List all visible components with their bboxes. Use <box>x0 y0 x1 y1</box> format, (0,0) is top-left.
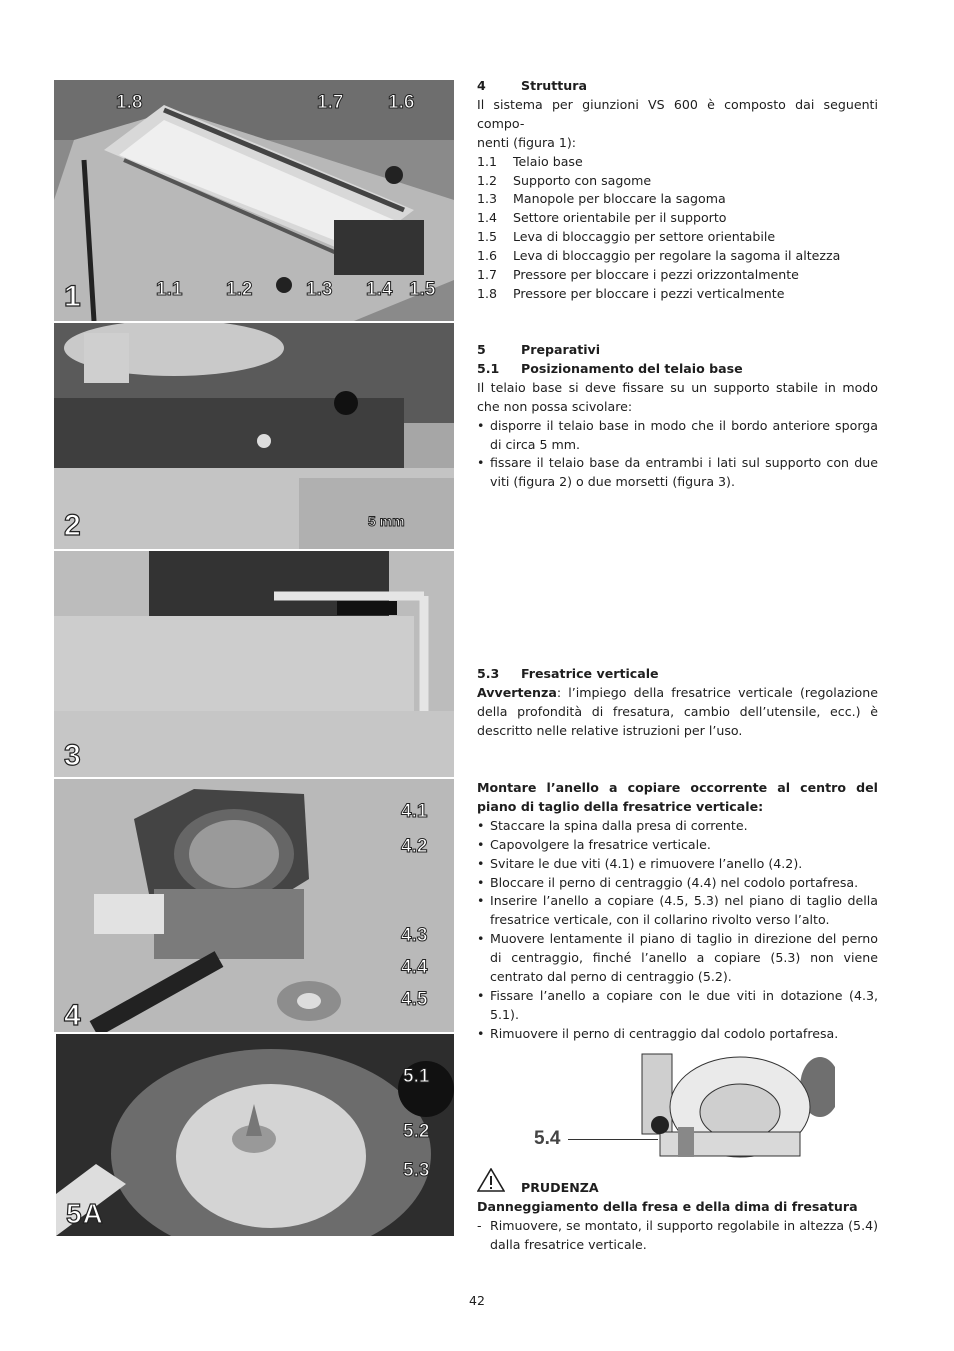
section-4-number: 4 <box>477 78 486 93</box>
bullet-text: Muovere lentamente il piano di taglio in direzione del perno di centraggio, finché l’anello a copiare (5.3) non viene centrato dal perno di centraggio (5.2). <box>490 931 878 985</box>
bullet-text: Svitare le due viti (4.1) e rimuovere l’anello (4.2). <box>490 855 803 871</box>
caution-heading <box>477 1168 878 1198</box>
section-4-title: Struttura <box>521 78 587 93</box>
list-item <box>477 209 878 228</box>
section-5-1-heading <box>477 360 878 379</box>
bullet-text: Bloccare il perno di centraggio (4.4) nel codolo portafresa. <box>490 874 859 890</box>
item-text: Leva di bloccaggio per settore orientabile <box>513 229 776 245</box>
section-4 <box>477 77 878 304</box>
bullet-text: disporre il telaio base in modo che il bordo anteriore sporga di circa 5 mm. <box>490 417 878 452</box>
section-5-3-heading <box>477 665 878 684</box>
section-4-intro-line-2: nenti (figura 1): <box>477 134 577 150</box>
section-5-3-number: 5.3 <box>477 666 500 681</box>
callout-4-3: 4.3 <box>401 925 428 946</box>
figure-5-4-illustration <box>530 1052 835 1164</box>
list-item <box>477 930 878 987</box>
figure-3-photo <box>54 551 454 777</box>
bullet: • <box>477 417 485 433</box>
section-4-intro-line-1: Il sistema per giunzioni VS 600 è composto dai seguenti compo- <box>477 96 878 131</box>
item-number: 1.8 <box>477 285 498 301</box>
caution-text: Rimuovere, se montato, il supporto regolabile in altezza (5.4) dalla fresatrice verticale. <box>490 1217 878 1252</box>
section-5 <box>477 341 878 492</box>
list-item <box>477 417 878 455</box>
bullet-text: Inserire l’anello a copiare (4.5, 5.3) nel piano di taglio della fresatrice verticale, con il collarino rivolto verso l’alto. <box>490 893 878 928</box>
list-item <box>477 454 878 492</box>
bullet-text: Fissare l’anello a copiare con le due viti in dotazione (4.3, 5.1). <box>490 987 878 1022</box>
list-item <box>477 836 878 855</box>
callout-5-4: 5.4 <box>534 1128 561 1149</box>
list-item <box>477 190 878 209</box>
callout-1-8: 1.8 <box>116 92 143 113</box>
section-5-3-title: Fresatrice verticale <box>521 666 659 681</box>
item-text: Leva di bloccaggio per regolare la sagoma il altezza <box>513 248 841 264</box>
callout-1-1: 1.1 <box>156 279 183 300</box>
list-item <box>477 855 878 874</box>
list-item <box>477 247 878 266</box>
bullet: • <box>477 1025 485 1041</box>
caution-label: PRUDENZA <box>521 1180 599 1195</box>
bullet-text: Staccare la spina dalla presa di corrente. <box>490 817 748 833</box>
section-5-1-number: 5.1 <box>477 360 500 376</box>
section-5-1-intro: Il telaio base si deve fissare su un supporto stabile in modo che non possa scivolare: <box>477 379 878 414</box>
dash-marker: - <box>477 1217 482 1233</box>
item-number: 1.2 <box>477 172 498 188</box>
section-4-heading <box>477 77 878 96</box>
item-number: 1.4 <box>477 210 498 226</box>
callout-1-7: 1.7 <box>317 92 344 113</box>
section-5-1-title: Posizionamento del telaio base <box>521 360 743 376</box>
item-number: 1.3 <box>477 191 498 207</box>
caution-block <box>477 1168 878 1255</box>
dimension-5mm: 5 mm <box>368 513 405 529</box>
bullet: • <box>477 836 485 852</box>
figure-number-3: 3 <box>64 739 82 772</box>
figure-number-1: 1 <box>64 280 82 313</box>
item-text: Manopole per bloccare la sagoma <box>513 191 726 207</box>
section-5-title: Preparativi <box>521 342 601 357</box>
bullet: • <box>477 455 485 471</box>
item-text: Supporto con sagome <box>513 172 652 188</box>
list-item <box>477 1217 878 1255</box>
figure-1-illustration <box>54 80 454 321</box>
warning-triangle-icon <box>477 1168 521 1198</box>
bullet: • <box>477 893 485 909</box>
section-5-3 <box>477 665 878 741</box>
router-base-drawing <box>530 1052 835 1164</box>
callout-1-5: 1.5 <box>409 279 436 300</box>
figure-number-5a: 5A <box>66 1198 104 1229</box>
bullet-text: Rimuovere il perno di centraggio dal codolo portafresa. <box>490 1025 839 1041</box>
figure-5a-photo <box>56 1034 454 1236</box>
bullet: • <box>477 874 485 890</box>
figure-5a-illustration <box>56 1034 454 1236</box>
item-text: Settore orientabile per il supporto <box>513 210 727 226</box>
list-item <box>477 153 878 172</box>
callout-1-6: 1.6 <box>388 92 415 113</box>
list-item <box>477 228 878 247</box>
mount-title: Montare l’anello a copiare occorrente al centro del piano di taglio della fresatrice verticale: <box>477 780 878 814</box>
bullet: • <box>477 855 485 871</box>
list-item <box>477 172 878 191</box>
section-5-heading <box>477 341 878 360</box>
callout-5-3: 5.3 <box>403 1160 430 1181</box>
item-text: Telaio base <box>513 153 583 169</box>
page-number: 42 <box>469 1293 485 1308</box>
section-5-3-notice <box>477 684 878 741</box>
figure-1-photo <box>54 80 454 321</box>
callout-4-5: 4.5 <box>401 989 428 1010</box>
list-item <box>477 1025 878 1044</box>
list-item <box>477 266 878 285</box>
figure-4-photo <box>54 779 454 1032</box>
mount-instructions <box>477 779 878 1044</box>
item-number: 1.1 <box>477 153 498 169</box>
callout-4-4: 4.4 <box>401 957 428 978</box>
bullet: • <box>477 987 485 1003</box>
bullet-text: fissare il telaio base da entrambi i lati sul supporto con due viti (figura 2) o due morsetti (figura 3). <box>490 455 878 490</box>
list-item <box>477 817 878 836</box>
figure-number-2: 2 <box>64 509 82 542</box>
item-number: 1.6 <box>477 248 498 264</box>
component-list <box>477 153 878 304</box>
callout-1-4: 1.4 <box>366 279 393 300</box>
item-number: 1.7 <box>477 267 498 283</box>
callout-1-2: 1.2 <box>226 279 253 300</box>
callout-5-1: 5.1 <box>403 1066 430 1087</box>
figure-4-illustration <box>54 779 454 1032</box>
callout-4-1: 4.1 <box>401 801 428 822</box>
section-5-number: 5 <box>477 342 486 357</box>
item-text: Pressore per bloccare i pezzi orizzontalmente <box>513 267 799 283</box>
list-item <box>477 987 878 1025</box>
notice-label: Avvertenza <box>477 684 557 700</box>
bullet: • <box>477 817 485 833</box>
callout-5-4-leader <box>568 1139 658 1140</box>
notice-text: : l’impiego della fresatrice verticale (regolazione della profondità di fresatura, cambio dell’utensile, ecc.) è descritto nelle relative istruzioni per l’uso. <box>477 684 878 738</box>
list-item <box>477 874 878 893</box>
bullet: • <box>477 931 485 947</box>
list-item <box>477 892 878 930</box>
list-item <box>477 285 878 304</box>
caution-subtitle: Danneggiamento della fresa e della dima di fresatura <box>477 1198 858 1214</box>
figure-number-4: 4 <box>64 999 82 1032</box>
callout-1-3: 1.3 <box>306 279 333 300</box>
item-text: Pressore per bloccare i pezzi verticalmente <box>513 285 785 301</box>
figure-2-photo <box>54 323 454 549</box>
item-number: 1.5 <box>477 229 498 245</box>
figure-3-illustration <box>54 551 454 777</box>
callout-4-2: 4.2 <box>401 836 428 857</box>
bullet-text: Capovolgere la fresatrice verticale. <box>490 836 711 852</box>
callout-5-2: 5.2 <box>403 1121 430 1142</box>
